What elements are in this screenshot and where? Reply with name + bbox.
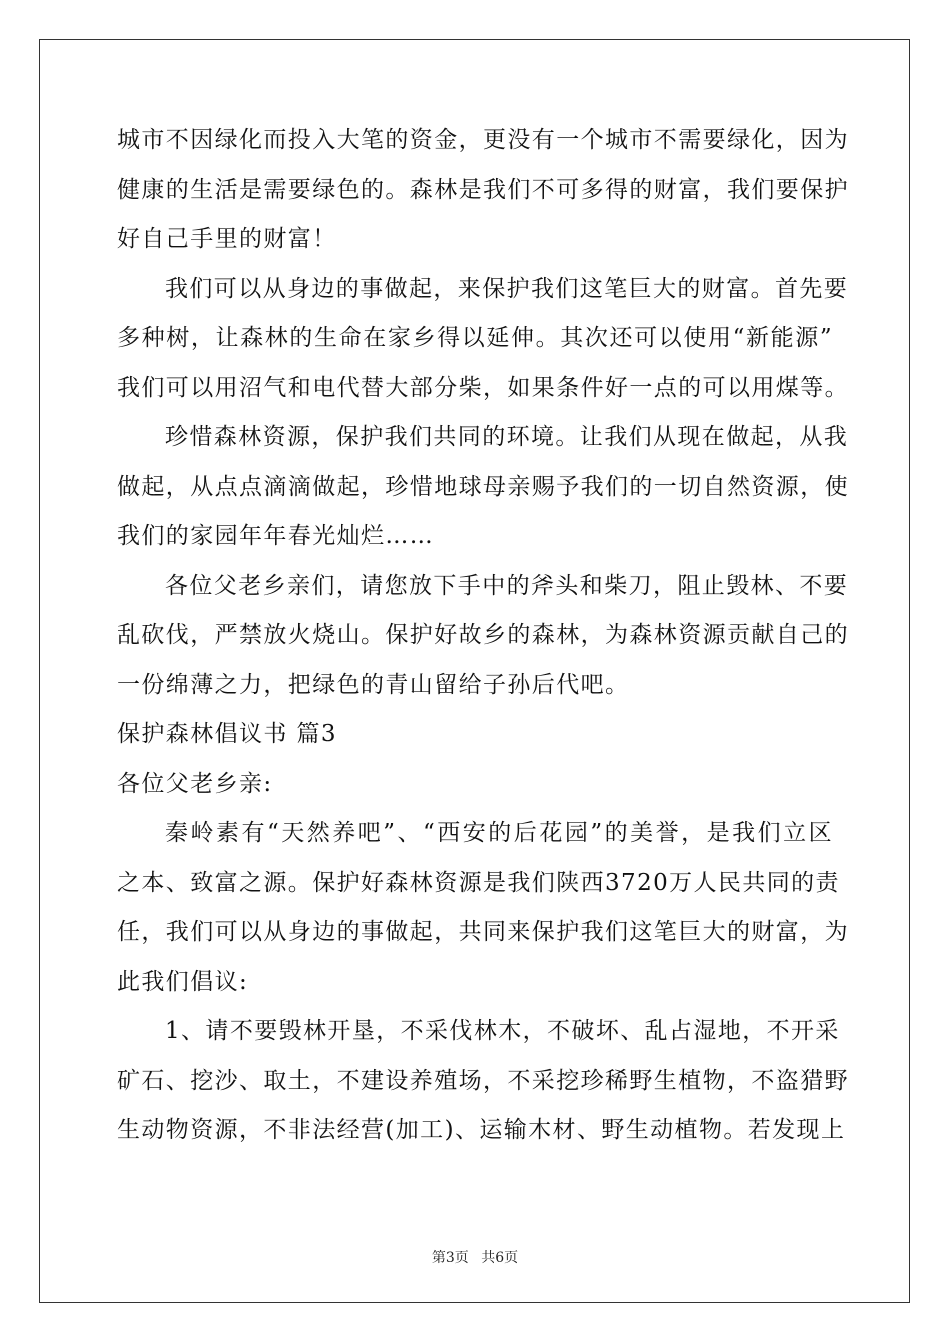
text-line: 珍惜森林资源，保护我们共同的环境。让我们从现在做起，从我 bbox=[165, 424, 849, 450]
text-line: 之本、致富之源。保护好森林资源是我们陕西3720万人民共同的责 bbox=[117, 869, 840, 896]
page-number: 第3页 bbox=[431, 1250, 469, 1266]
text-line: 乱砍伐，严禁放火烧山。保护好故乡的森林，为森林资源贡献自己的 bbox=[117, 622, 849, 648]
text-line: 多种树，让森林的生命在家乡得以延伸。其次还可以使用“新能源” bbox=[117, 325, 833, 351]
text-line: 此我们倡议: bbox=[117, 968, 249, 995]
text-line: 好自己手里的财富！ bbox=[117, 226, 337, 252]
text-line: 我们可以从身边的事做起，来保护我们这笔巨大的财富。首先要 bbox=[165, 275, 849, 302]
text-line: 健康的生活是需要绿色的。森林是我们不可多得的财富，我们要保护 bbox=[117, 176, 849, 203]
text-line: 一份绵薄之力，把绿色的青山留给子孙后代吧。 bbox=[117, 671, 630, 698]
text-line: 城市不因绿化而投入大笔的资金，更没有一个城市不需要绿化，因为 bbox=[117, 127, 849, 153]
text-line: 矿石、挖沙、取土，不建设养殖场，不采挖珍稀野生植物，不盗猎野 bbox=[117, 1067, 849, 1094]
text-line: 生动物资源，不非法经营(加工)、运输木材、野生动植物。若发现上 bbox=[117, 1117, 846, 1143]
page-footer bbox=[0, 1247, 950, 1267]
text-line: 任，我们可以从身边的事做起，共同来保护我们这笔巨大的财富，为 bbox=[117, 919, 849, 945]
text-line: 我们可以用沼气和电代替大部分柴，如果条件好一点的可以用煤等。 bbox=[117, 374, 849, 401]
document-body bbox=[117, 124, 849, 1164]
text-line: 秦岭素有“天然养吧”、“西安的后花园”的美誉，是我们立区 bbox=[165, 820, 833, 846]
text-line: 1、请不要毁林开垦，不采伐林木，不破坏、乱占湿地，不开采 bbox=[165, 1018, 840, 1044]
text-line: 各位父老乡亲们，请您放下手中的斧头和柴刀，阻止毁林、不要 bbox=[165, 572, 849, 599]
text-line: 保护森林倡议书 篇3 bbox=[117, 721, 337, 747]
text-line: 我们的家园年年春光灿烂…… bbox=[117, 523, 435, 549]
text-line: 各位父老乡亲: bbox=[117, 770, 273, 797]
page-total: 共6页 bbox=[481, 1250, 519, 1266]
text-line: 做起，从点点滴滴做起，珍惜地球母亲赐予我们的一切自然资源，使 bbox=[117, 473, 849, 500]
